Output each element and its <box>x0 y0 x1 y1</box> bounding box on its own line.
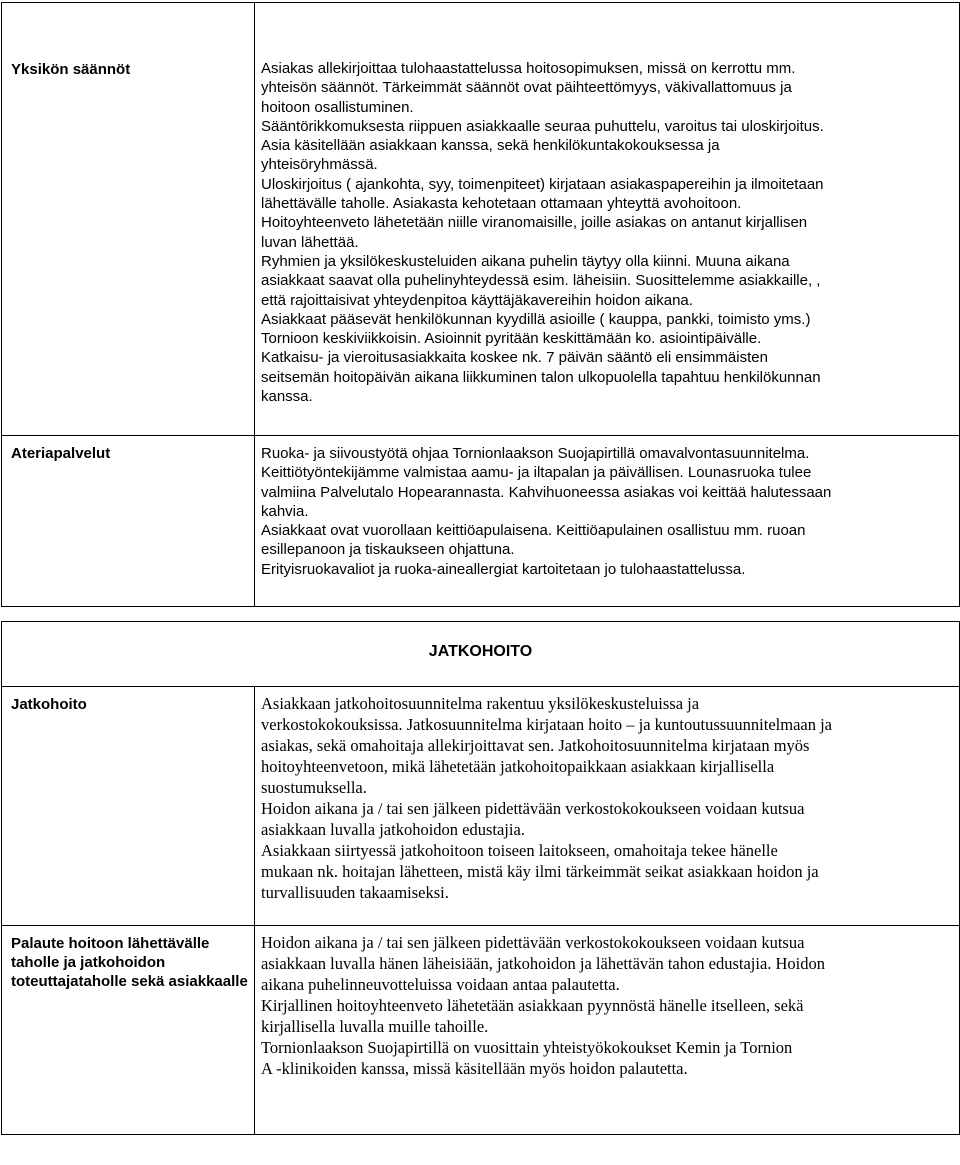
text-line: Asiakkaan siirtyessä jatkohoitoon toiseen laitokseen, omahoitaja tekee hänelle <box>261 841 778 860</box>
text-line: asiakkaat saavat olla puhelinyhteydessä esim. läheisiin. Suosittelemme asiakkaille, , <box>261 272 821 290</box>
text-line: yhteisöryhmässä. <box>261 156 378 174</box>
text-line: valmiina Palvelutalo Hopearannasta. Kahvihuoneessa asiakas voi keittää halutessaan <box>261 483 832 501</box>
text-line: kanssa. <box>261 388 313 406</box>
text-line: Hoidon aikana ja / tai sen jälkeen pidettävään verkostokokoukseen voidaan kutsua <box>261 933 805 952</box>
aftercare-table <box>1 621 960 1135</box>
text-line: Erityisruokavaliot ja ruoka-aineallergiat kartoitetaan jo tulohaastattelussa. <box>261 560 746 578</box>
text-line: Kirjallinen hoitoyhteenveto lähetetään asiakkaan pyynnöstä hänelle itselleen, sekä <box>261 996 804 1015</box>
text-line: A -klinikoiden kanssa, missä käsitellään myös hoidon palautetta. <box>261 1059 688 1078</box>
table-row <box>2 622 960 687</box>
text-line: yhteisön säännöt. Tärkeimmät säännöt ovat päihteettömyys, väkivallattomuus ja <box>261 79 792 97</box>
text-line: mukaan nk. hoitajan lähetteen, mistä käy ilmi tärkeimmät seikat asiakkaan hoidon ja <box>261 862 819 881</box>
text-line: esillepanoon ja tiskaukseen ohjattuna. <box>261 541 515 559</box>
text-line: kahvia. <box>261 502 309 520</box>
text-line: Asiakas allekirjoittaa tulohaastattelussa hoitosopimuksen, missä on kerrottu mm. <box>261 60 796 77</box>
text-line: Tornioon keskiviikkoisin. Asioinnit pyritään keskittämään ko. asiointipäivälle. <box>261 330 762 348</box>
text-line: Tornionlaakson Suojapirtillä on vuosittain yhteistyökokoukset Kemin ja Tornion <box>261 1038 793 1057</box>
table-row <box>2 436 960 607</box>
text-line: Asiakkaan jatkohoitosuunnitelma rakentuu yksilökeskusteluissa ja <box>261 694 700 713</box>
text-line: lähettävälle taholle. Asiakasta kehotetaan ottamaan yhteyttä avohoitoon. <box>261 195 742 213</box>
text-line: Ryhmien ja yksilökeskusteluiden aikana puhelin täytyy olla kiinni. Muuna aikana <box>261 252 790 270</box>
row-label-rules: Yksikön säännöt <box>2 3 255 436</box>
text-line: suostumuksella. <box>261 778 367 797</box>
text-line: Sääntörikkomuksesta riippuen asiakkaalle seuraa puhuttelu, varoitus tai uloskirjoitus. <box>261 117 824 135</box>
text-line: Asia käsitellään asiakkaan kanssa, sekä henkilökuntakokouksessa ja <box>261 137 720 155</box>
text-line: verkostokokouksissa. Jatkosuunnitelma kirjataan hoito – ja kuntoutussuunnitelmaan ja <box>261 715 832 734</box>
text-line: että rajoittaisivat yhteydenpitoa käyttäjäkavereihin hoidon aikana. <box>261 291 693 309</box>
text-line: seitsemän hoitopäivän aikana liikkuminen talon ulkopuolella tapahtuu henkilökunnan <box>261 368 821 386</box>
table-row <box>2 3 960 436</box>
text-line: asiakas, sekä omahoitaja allekirjoittavat sen. Jatkohoitosuunnitelma kirjataan myös <box>261 736 810 755</box>
text-line: kirjallisella luvalla muille tahoille. <box>261 1017 489 1036</box>
table-row <box>2 926 960 1135</box>
table-row <box>2 687 960 926</box>
text-line: Asiakkaat pääsevät henkilökunnan kyydillä asioille ( kauppa, pankki, toimisto yms.) <box>261 310 811 328</box>
text-line: asiakkaan luvalla jatkohoidon edustajia. <box>261 820 525 839</box>
row-content-rules <box>255 3 960 436</box>
text-line: Katkaisu- ja vieroitusasiakkaita koskee nk. 7 päivän sääntö eli ensimmäisten <box>261 349 768 367</box>
text-line: Asiakkaat ovat vuorollaan keittiöapulaisena. Keittiöapulainen osallistuu mm. ruoan <box>261 522 806 540</box>
text-line: Ruoka- ja siivoustyötä ohjaa Tornionlaakson Suojapirtillä omavalvontasuunnitelma. <box>261 445 810 462</box>
text-line: Hoidon aikana ja / tai sen jälkeen pidettävään verkostokokoukseen voidaan kutsua <box>261 799 805 818</box>
rules-table <box>1 2 960 607</box>
text-line: luvan lähettää. <box>261 233 359 251</box>
text-line: Hoitoyhteenveto lähetetään niille viranomaisille, joille asiakas on antanut kirjallisen <box>261 214 808 232</box>
row-label-aftercare: Jatkohoito <box>2 687 255 926</box>
row-content-meals <box>255 436 960 607</box>
text-line: asiakkaan luvalla hänen läheisiään, jatkohoidon ja lähettävän tahon edustajia. Hoidon <box>261 954 826 973</box>
text-line: hoitoyhteenvetoon, mikä lähetetään jatkohoitopaikkaan asiakkaan kirjallisella <box>261 757 775 776</box>
text-line: Keittiötyöntekijämme valmistaa aamu- ja iltapalan ja päivällisen. Lounasruoka tulee <box>261 464 812 482</box>
row-content-aftercare <box>255 687 960 926</box>
row-content-feedback <box>255 926 960 1135</box>
text-line: hoitoon osallistuminen. <box>261 98 414 116</box>
text-line: aikana puhelinneuvotteluissa voidaan antaa palautetta. <box>261 975 620 994</box>
row-label-meals: Ateriapalvelut <box>2 436 255 607</box>
text-line: Uloskirjoitus ( ajankohta, syy, toimenpiteet) kirjataan asiakaspapereihin ja ilmoitetaan <box>261 175 824 193</box>
text-line: turvallisuuden takaamiseksi. <box>261 883 449 902</box>
row-label-feedback: Palaute hoitoon lähettävälle taholle ja jatkohoidon toteuttajataholle sekä asiakkaalle <box>2 926 255 1135</box>
section-title: JATKOHOITO <box>2 622 960 687</box>
